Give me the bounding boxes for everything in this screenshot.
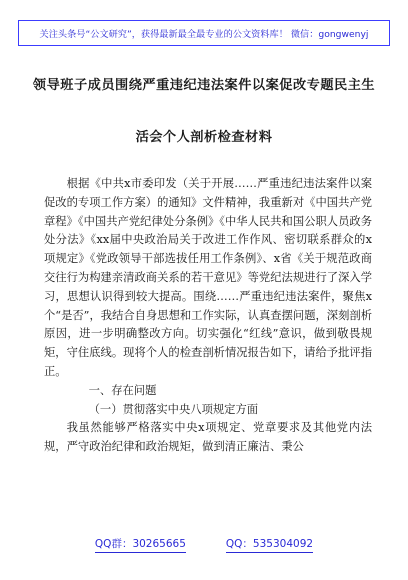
subsection-heading: （一）贯彻落实中央八项规定方面 — [88, 402, 259, 416]
qq-group-link[interactable]: QQ群：30265665 — [95, 536, 186, 553]
intro-paragraph: 根据《中共x市委印发（关于开展……严重违纪违法案件以案促改的专项工作方案）的通知》文件精神，我重新对《中国共产党章程》《中国共产党纪律处分条例》《中华人民共和国公职人员政务处分法》《xx届中央政治局关于改进工作作风、密切联系群众的x项规定》《党政领导干部选拔任用工作条例》、x省《关于规范政商交往行为构建亲清政商关系的若干意见》等党纪法规进行了深入学习，思想认识得到较大提高。围绕……严重违纪违法案件，聚焦x个“是否”，我结合自身思想和工作实际，认真查摆问题，深刻剖析原因，进一步明确整改方向。切实强化“红线”意识，做到敬畏规矩，守住底线。现将个人的检查剖析情况报告如下，请给予批评指正。 — [44, 177, 372, 378]
section-heading: 一、存在问题 — [88, 383, 157, 397]
qq-contact-link[interactable]: QQ：535304092 — [226, 536, 313, 553]
banner-text: 关注头条号“公文研究”，获得最新最全最专业的公文资料库！ 微信：gongwenyj — [39, 29, 369, 40]
body-paragraph: 我虽然能够严格落实中央x项规定、党章要求及其他党内法规，严守政治纪律和政治规矩，做到清正廉洁、秉公 — [44, 421, 372, 454]
document-title-line-2: 活会个人剖析检查材料 — [135, 130, 273, 145]
header-banner — [18, 20, 390, 46]
document-title-line-1: 领导班子成员围绕严重违纪违法案件以案促改专题民主生 — [32, 78, 376, 93]
document-body — [44, 175, 372, 457]
footer — [0, 536, 408, 553]
